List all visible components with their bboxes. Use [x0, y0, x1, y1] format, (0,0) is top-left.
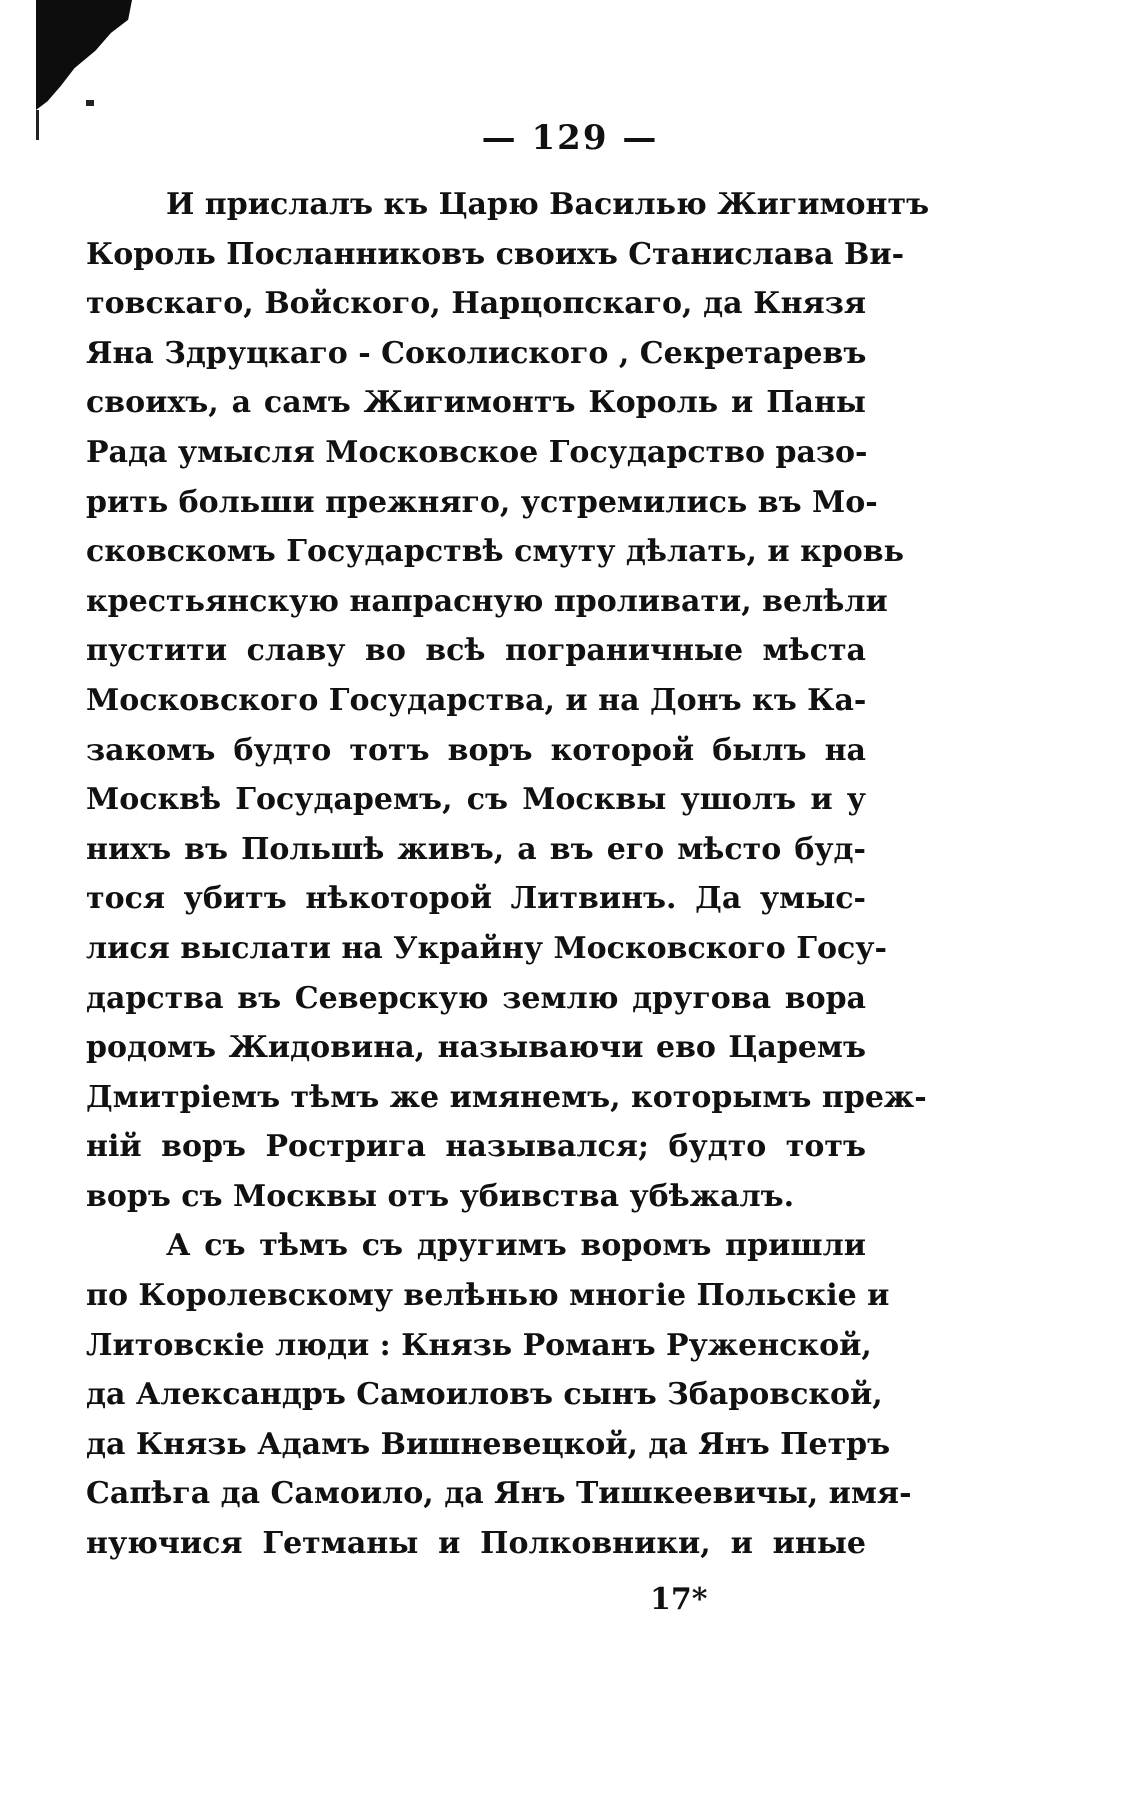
paragraph	[86, 1221, 912, 1568]
text-line: тося убитъ нѣкоторой Литвинъ. Да умыс-	[86, 881, 866, 917]
text-line: родомъ Жидовина, называючи ево Царемъ	[86, 1030, 866, 1066]
text-line: воръ съ Москвы отъ убивства убѣжалъ.	[86, 1178, 795, 1214]
text-line: да Александръ Самоиловъ сынъ Збаровской,	[86, 1377, 883, 1413]
scan-border-artifact	[36, 0, 132, 110]
text-line: Рада умысля Московское Государство разо-	[86, 434, 868, 470]
text-line: Литовскіе люди : Князь Романъ Руженской,	[86, 1327, 872, 1363]
text-line: Москвѣ Государемъ, съ Москвы ушолъ и у	[86, 782, 866, 818]
text-line: закомъ будто тотъ воръ которой былъ на	[86, 732, 866, 768]
text-line: дарства въ Северскую землю другова вора	[86, 980, 866, 1016]
text-line: пустити славу во всѣ пограничные мѣста	[86, 633, 866, 669]
text-line: Сапѣга да Самоило, да Янъ Тишкеевичы, имя-	[86, 1476, 912, 1512]
text-line: И прислалъ къ Царю Василью Жигимонтъ	[166, 187, 930, 222]
text-line: нуючися Гетманы и Полковники, и иные	[86, 1526, 866, 1562]
text-line: Дмитріемъ тѣмъ же имянемъ, которымъ преж-	[86, 1079, 927, 1115]
text-line: рить больши прежняго, устремились въ Мо-	[86, 484, 878, 520]
text-line: Московского Государства, и на Донъ къ Ка-	[86, 682, 867, 718]
scan-mark	[86, 100, 94, 106]
text-line: Яна Здруцкаго - Соколиского , Секретаревъ	[86, 335, 867, 371]
signature-mark: 17*	[650, 1582, 708, 1617]
paragraph	[86, 180, 930, 1221]
text-line: крестьянскую напрасную проливати, велѣли	[86, 583, 888, 619]
text-line: по Королевскому велѣнью многіе Польскіе и	[86, 1278, 890, 1314]
text-line: да Князь Адамъ Вишневецкой, да Янъ Петръ	[86, 1426, 891, 1462]
text-line: своихъ, а самъ Жигимонтъ Король и Паны	[86, 385, 866, 421]
text-line: нихъ въ Польшѣ живъ, а въ его мѣсто буд-	[86, 831, 866, 867]
text-line: лися выслати на Украйну Московского Госу-	[86, 930, 887, 966]
text-line: товскаго, Войского, Нарцопскаго, да Князя	[86, 286, 866, 322]
text-line: Король Посланниковъ своихъ Станислава Ви-	[86, 236, 905, 272]
text-line: ній воръ Ростригa назывался; будто тотъ	[86, 1129, 866, 1165]
text-line: сковскомъ Государствѣ смуту дѣлать, и кровь	[86, 534, 904, 570]
text-line: А съ тѣмъ съ другимъ воромъ пришли	[166, 1228, 866, 1264]
page-number: — 129 —	[481, 118, 659, 158]
page-text	[86, 180, 930, 1569]
